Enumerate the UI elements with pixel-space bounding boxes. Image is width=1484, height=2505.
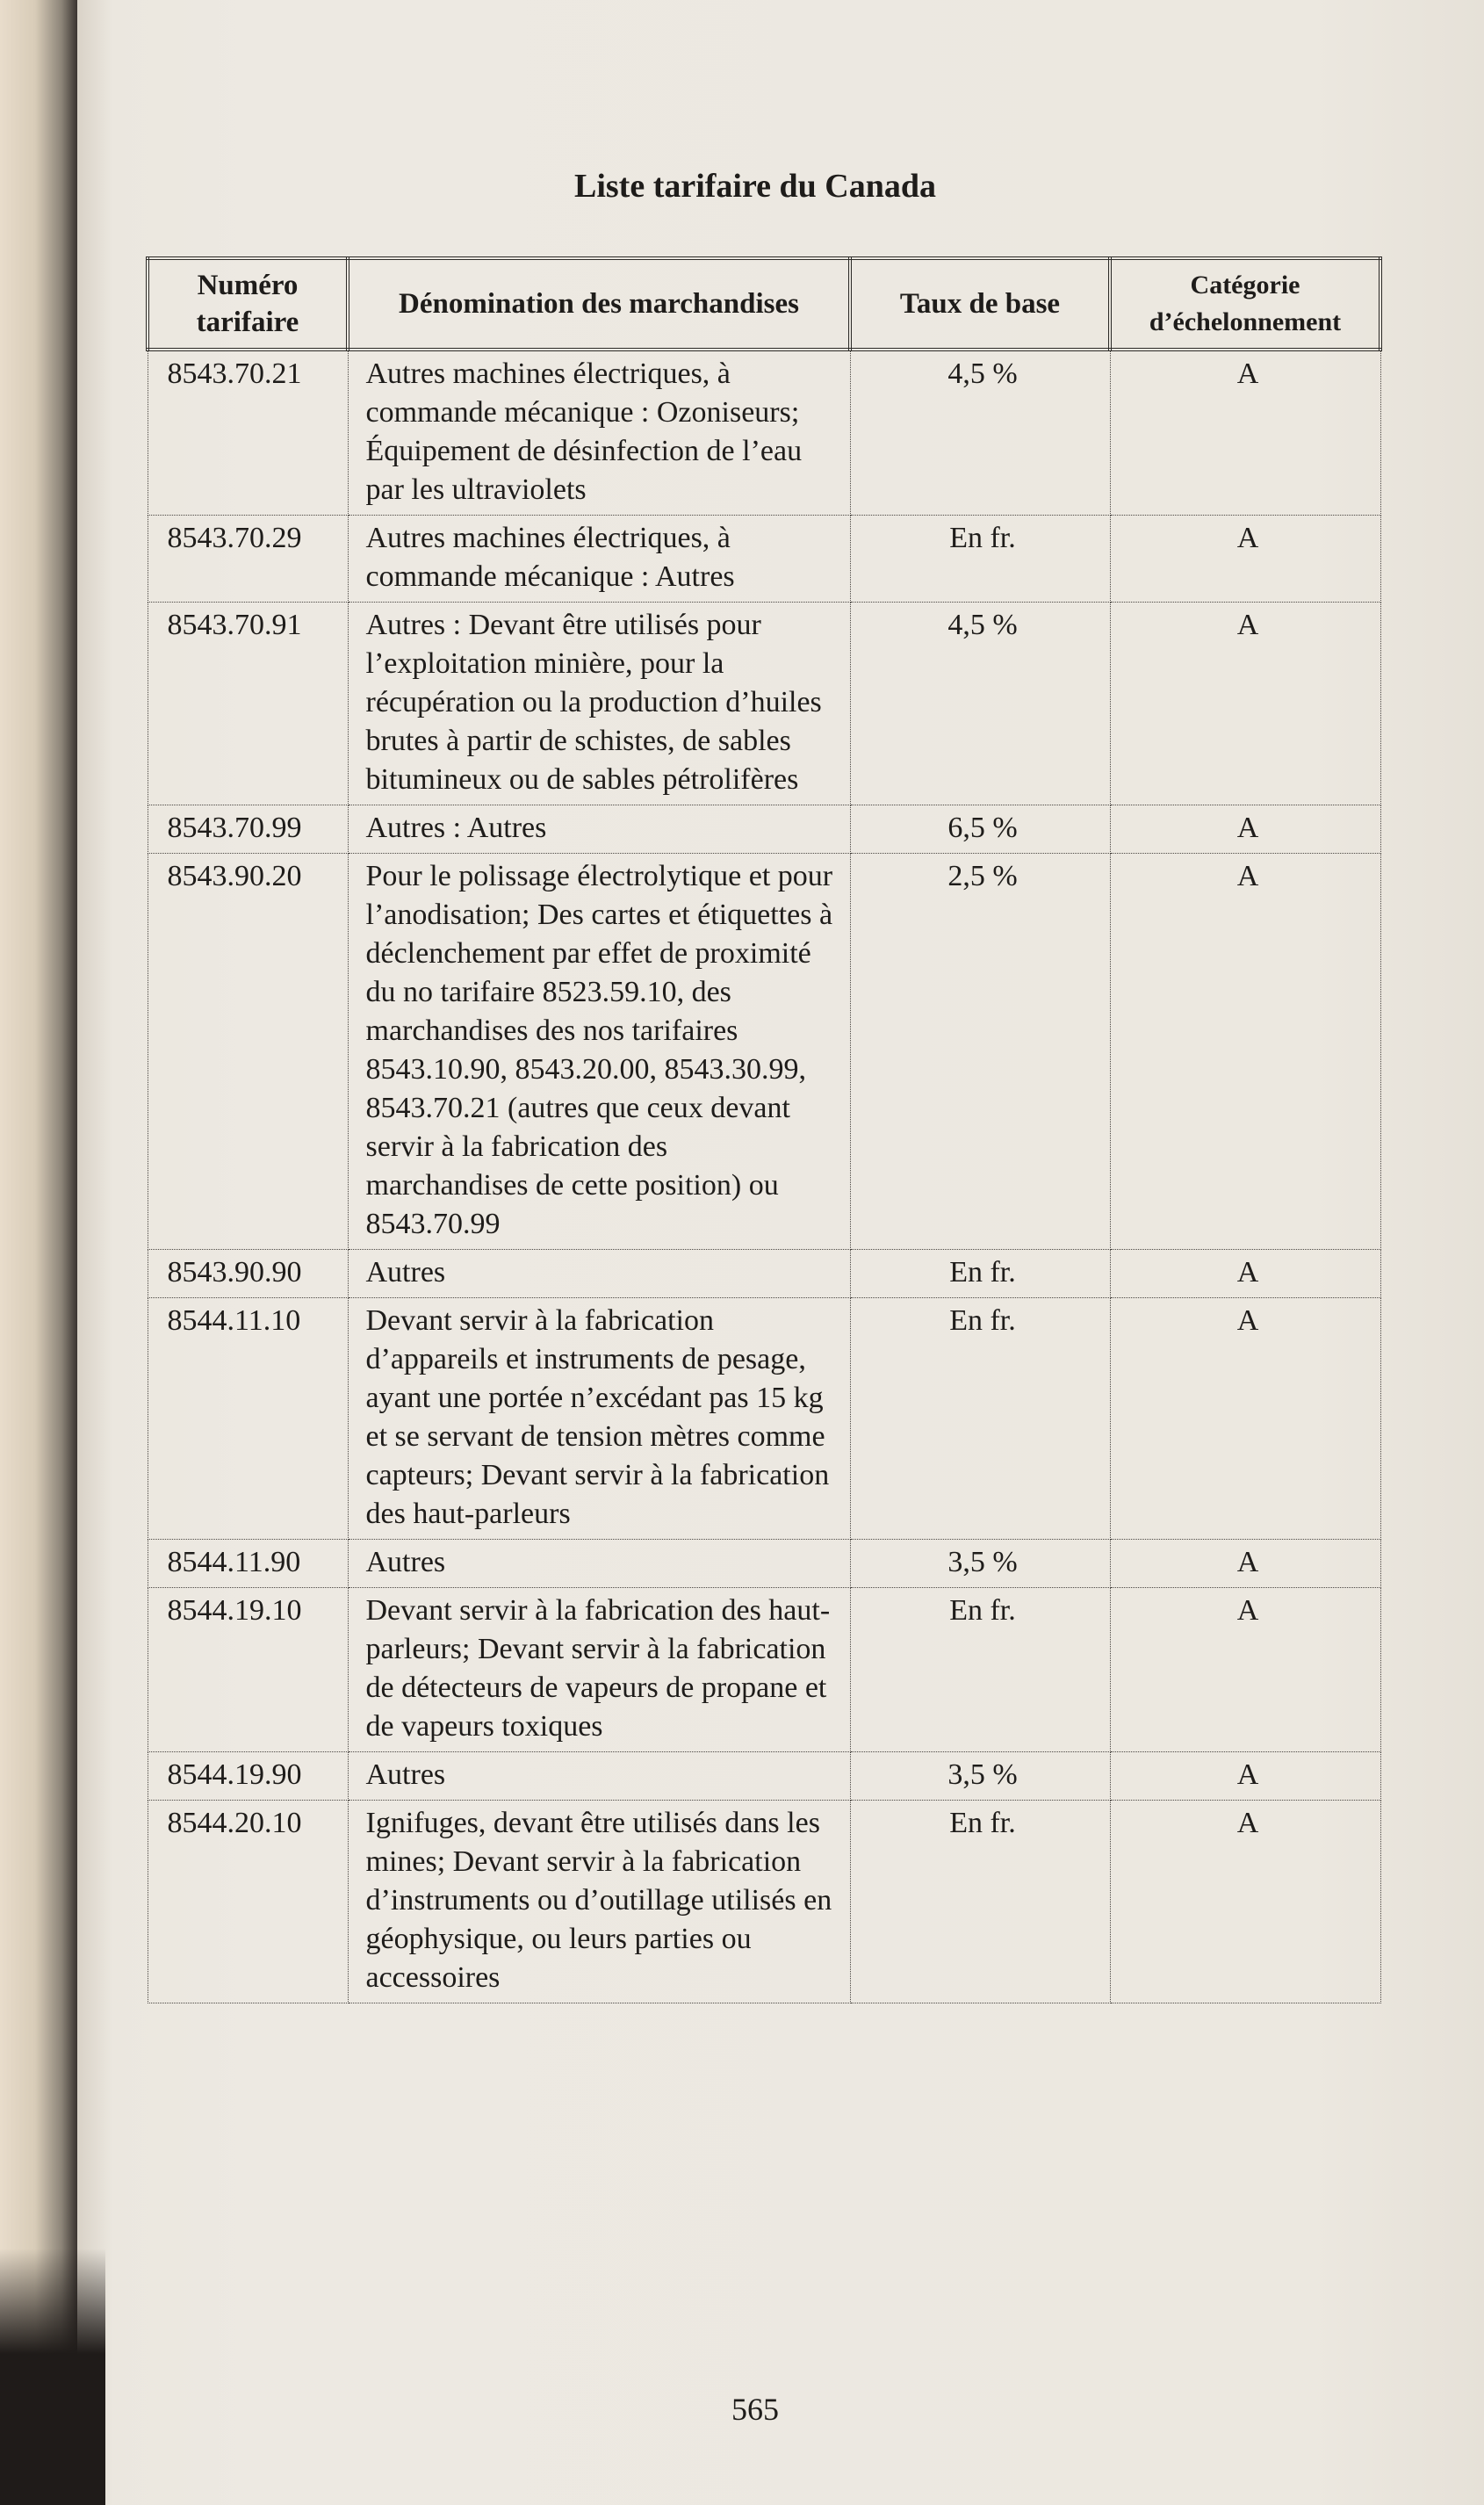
page-title: Liste tarifaire du Canada <box>573 168 937 205</box>
staging-category: A <box>1110 1298 1380 1540</box>
table-row <box>148 516 1380 603</box>
base-rate: En fr. <box>850 1298 1110 1540</box>
table-row <box>148 1540 1380 1588</box>
table-header-row <box>148 258 1380 350</box>
staging-category: A <box>1110 854 1380 1250</box>
base-rate: 6,5 % <box>850 805 1110 854</box>
tariff-number: 8543.70.29 <box>148 516 348 603</box>
tariff-number: 8544.19.90 <box>148 1752 348 1801</box>
staging-category: A <box>1110 603 1380 805</box>
staging-category: A <box>1110 350 1380 516</box>
base-rate: En fr. <box>850 516 1110 603</box>
base-rate: 3,5 % <box>850 1540 1110 1588</box>
book-spine <box>0 0 77 2505</box>
table-row <box>148 1752 1380 1801</box>
header-number: Numéro tarifaire <box>148 258 348 350</box>
staging-category: A <box>1110 805 1380 854</box>
base-rate: 2,5 % <box>850 854 1110 1250</box>
tariff-number: 8544.11.10 <box>148 1298 348 1540</box>
tariff-number: 8544.20.10 <box>148 1801 348 2003</box>
goods-description: Autres <box>348 1752 850 1801</box>
goods-description: Devant servir à la fabrication d’appareils et instruments de pesage, ayant une portée n’excédant pas 15 kg et se servant de tension mètres comme capteurs; Devant servir à la fabrication des haut-parleurs <box>348 1298 850 1540</box>
base-rate: 4,5 % <box>850 603 1110 805</box>
base-rate: 3,5 % <box>850 1752 1110 1801</box>
goods-description: Pour le polissage électrolytique et pour l’anodisation; Des cartes et étiquettes à déclenchement par effet de proximité du no tarifaire 8523.59.10, des marchandises des nos tarifaires 8543.10.90, 8543.20.00, 8543.30.99, 8543.70.21 (autres que ceux devant servir à la fabrication des marchandises de cette position) ou 8543.70.99 <box>348 854 850 1250</box>
tariff-number: 8543.90.90 <box>148 1250 348 1298</box>
tariff-number: 8543.70.99 <box>148 805 348 854</box>
staging-category: A <box>1110 516 1380 603</box>
goods-description: Ignifuges, devant être utilisés dans les mines; Devant servir à la fabrication d’instruments ou d’outillage utilisés en géophysique, ou leurs parties ou accessoires <box>348 1801 850 2003</box>
tariff-number: 8543.70.91 <box>148 603 348 805</box>
staging-category: A <box>1110 1801 1380 2003</box>
staging-category: A <box>1110 1752 1380 1801</box>
goods-description: Autres : Devant être utilisés pour l’exploitation minière, pour la récupération ou la production d’huiles brutes à partir de schistes, de sables bitumineux ou de sables pétrolifères <box>348 603 850 805</box>
staging-category: A <box>1110 1540 1380 1588</box>
spine-shadow <box>0 2249 105 2505</box>
base-rate: En fr. <box>850 1250 1110 1298</box>
staging-category: A <box>1110 1588 1380 1752</box>
goods-description: Autres <box>348 1250 850 1298</box>
table-row <box>148 805 1380 854</box>
staging-category: A <box>1110 1250 1380 1298</box>
tariff-number: 8544.19.10 <box>148 1588 348 1752</box>
base-rate: 4,5 % <box>850 350 1110 516</box>
base-rate: En fr. <box>850 1588 1110 1752</box>
goods-description: Devant servir à la fabrication des haut-parleurs; Devant servir à la fabrication de détecteurs de vapeurs de propane et de vapeurs toxiques <box>348 1588 850 1752</box>
page-number: 565 <box>731 2392 779 2427</box>
tariff-table <box>146 256 1382 2003</box>
table-row <box>148 603 1380 805</box>
table-row <box>148 1250 1380 1298</box>
table-row <box>148 1298 1380 1540</box>
tariff-number: 8543.70.21 <box>148 350 348 516</box>
table-row <box>148 1588 1380 1752</box>
goods-description: Autres machines électriques, à commande mécanique : Autres <box>348 516 850 603</box>
header-rate: Taux de base <box>850 258 1110 350</box>
header-description: Dénomination des marchandises <box>348 258 850 350</box>
table-row <box>148 854 1380 1250</box>
table-row <box>148 1801 1380 2003</box>
header-category: Catégorie d’échelonnement <box>1110 258 1380 350</box>
goods-description: Autres <box>348 1540 850 1588</box>
goods-description: Autres : Autres <box>348 805 850 854</box>
base-rate: En fr. <box>850 1801 1110 2003</box>
tariff-number: 8544.11.90 <box>148 1540 348 1588</box>
table-row <box>148 350 1380 516</box>
goods-description: Autres machines électriques, à commande mécanique : Ozoniseurs; Équipement de désinfection de l’eau par les ultraviolets <box>348 350 850 516</box>
tariff-number: 8543.90.20 <box>148 854 348 1250</box>
